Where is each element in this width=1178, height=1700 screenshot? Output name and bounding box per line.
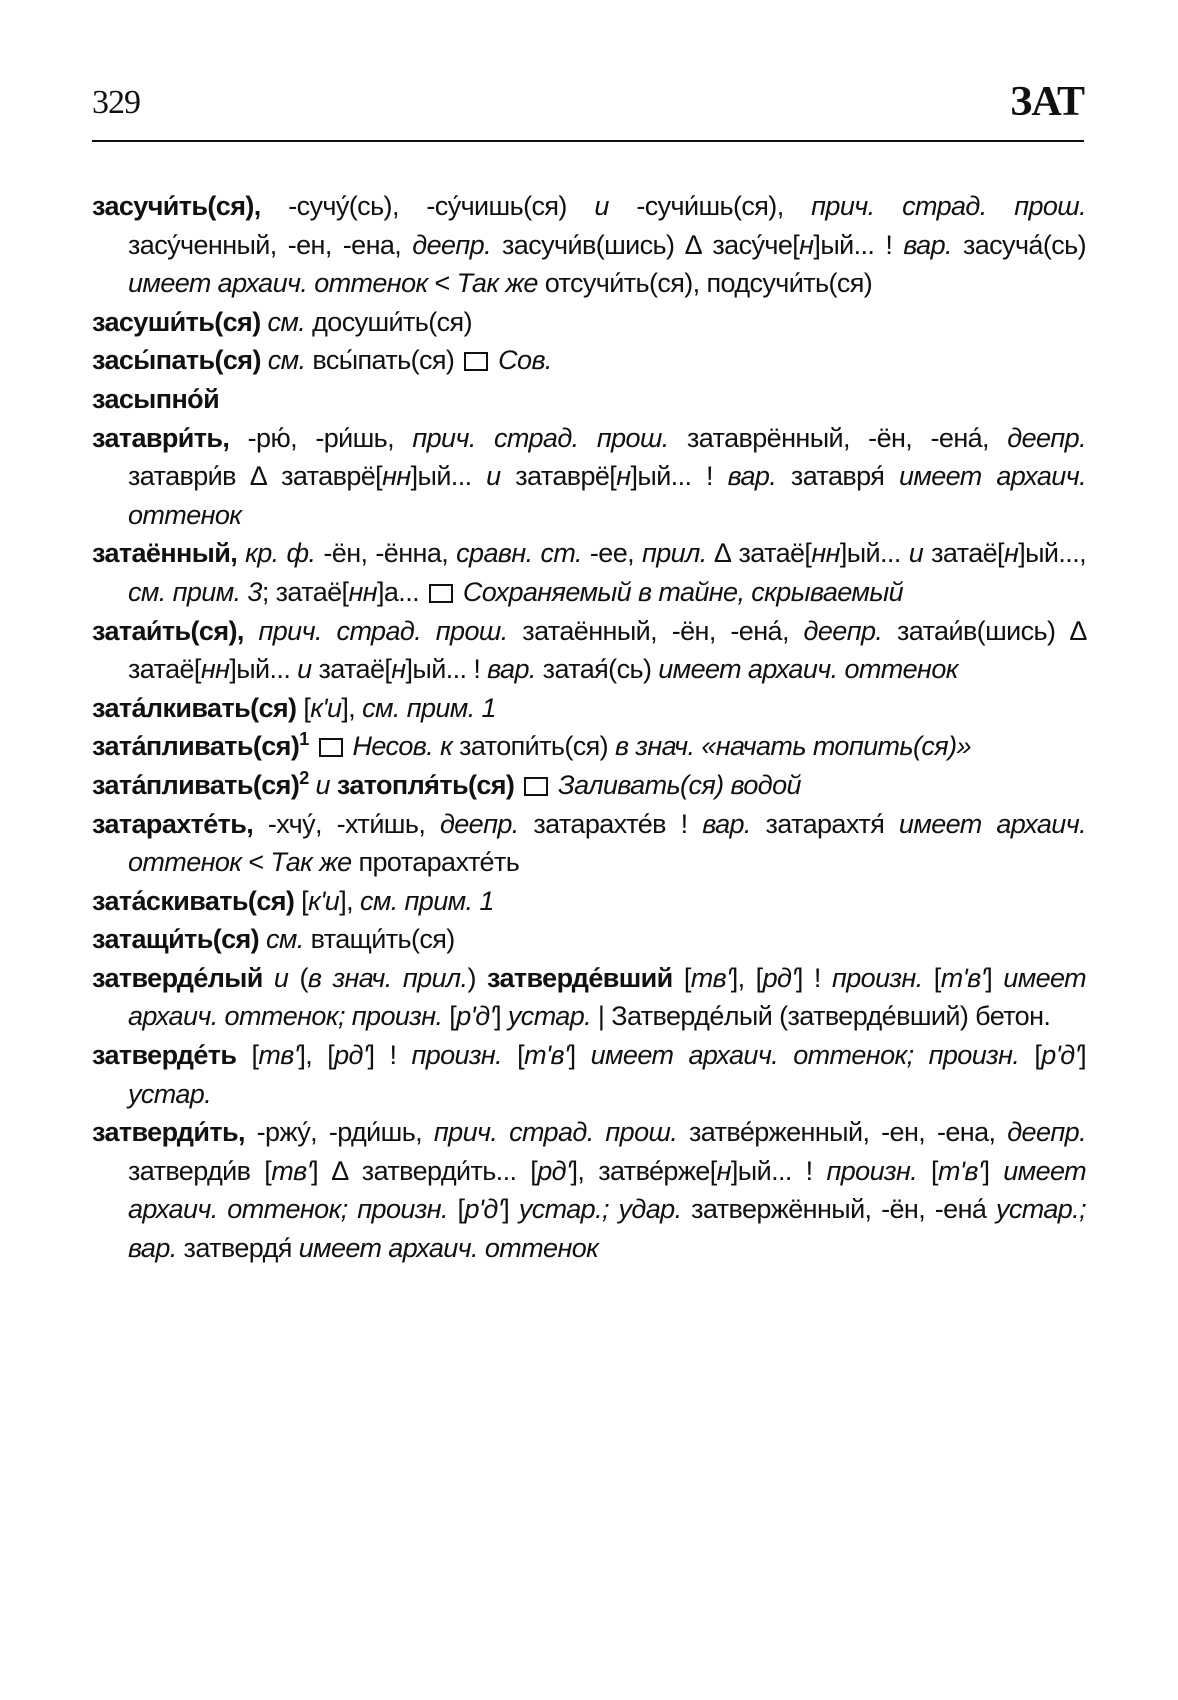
entry-text: -сучу́(сь), -су́чишь(ся)	[260, 191, 595, 221]
entry-text: затавря́	[776, 461, 899, 492]
entry-text: затаврённый, -ён, -ена́,	[668, 422, 1008, 453]
entry-text: ]ый... !	[730, 1155, 827, 1186]
headword: затверде́ть	[92, 1040, 237, 1071]
entry-text: втащи́ть(ся)	[303, 924, 455, 955]
headword: затаённый,	[92, 538, 238, 569]
entry-text: затаврё[	[500, 461, 617, 492]
grammar-label: прил.	[642, 538, 707, 569]
entry-text: ]ый...,	[1018, 538, 1086, 569]
dictionary-entries	[92, 187, 1086, 1268]
entry-text: засуча́(сь)	[951, 229, 1086, 260]
headword: засыпно́й	[92, 383, 220, 414]
grammar-label: деепр.	[439, 808, 519, 839]
grammar-label: прич. страд. прош.	[433, 1117, 678, 1148]
entry-text	[259, 924, 266, 954]
grammar-label: кʹи	[310, 692, 342, 723]
grammar-label: устар.; вар.	[128, 1194, 1086, 1264]
entry-text	[244, 616, 259, 646]
entry-text: <	[241, 847, 271, 878]
page-header	[92, 78, 1084, 138]
grammar-label: твʹ	[258, 1040, 299, 1071]
grammar-label: прич. страд. прош.	[258, 615, 508, 646]
grammar-label: см.	[265, 924, 304, 955]
dictionary-entry	[92, 612, 1086, 689]
grammar-label: н	[616, 461, 631, 492]
page-number: 329	[92, 84, 140, 121]
entry-text: -ён, -ённа,	[315, 538, 457, 569]
headword: затопля́ть(ся)	[336, 769, 515, 800]
entry-text: ]	[568, 1040, 591, 1071]
header-rule	[92, 140, 1084, 142]
entry-text: отсучи́ть(ся), подсучи́ть(ся)	[537, 268, 873, 299]
grammar-label: см. прим. 1	[359, 885, 494, 916]
entry-text: ] ∆ затверди́ть... [	[311, 1155, 538, 1186]
dictionary-entry	[92, 419, 1086, 535]
entry-text: ]ый... !	[405, 654, 488, 685]
grammar-label: рдʹ	[537, 1155, 571, 1186]
dictionary-entry	[92, 380, 1086, 419]
grammar-label: прич. страд. прош.	[811, 191, 1087, 221]
entry-text: ]	[985, 962, 1004, 993]
grammar-label: тʹвʹ	[937, 1155, 983, 1186]
entry-text: ; затаё[	[261, 576, 349, 607]
entry-text: ]ый... !	[813, 229, 904, 260]
grammar-label: тʹвʹ	[940, 962, 986, 993]
grammar-label: вар.	[903, 229, 952, 260]
dictionary-entry	[92, 534, 1086, 611]
grammar-label: произн.	[411, 1040, 503, 1071]
entry-text: затая́(сь)	[535, 654, 659, 685]
grammar-label: вар.	[727, 461, 777, 492]
grammar-label: твʹ	[271, 1155, 312, 1186]
grammar-label: имеет архаич. оттенок	[128, 268, 428, 299]
dictionary-entry	[92, 727, 1086, 766]
entry-text: <	[427, 268, 457, 299]
entry-text: затопи́ть(ся)	[452, 731, 615, 762]
entry-text: ], [	[730, 962, 763, 993]
entry-text: ]а...	[376, 576, 426, 607]
entry-text: [	[296, 692, 311, 723]
entry-text	[456, 577, 463, 607]
grammar-label: н	[391, 654, 406, 685]
entry-text: [	[917, 1155, 938, 1186]
entry-text	[309, 770, 316, 800]
entry-text: -сучи́шь(ся),	[608, 191, 812, 221]
entry-text	[514, 770, 521, 800]
headword: затаври́ть,	[92, 422, 230, 453]
headword: зата́скивать(ся)	[92, 885, 295, 916]
entry-text: ]ый...	[839, 538, 909, 569]
grammar-label: нн	[811, 538, 840, 569]
entry-text: ]	[502, 1194, 519, 1225]
grammar-label: см. прим. 1	[362, 692, 496, 723]
entry-text: ],	[339, 885, 360, 916]
grammar-label: Сов.	[498, 345, 552, 376]
entry-text: [	[294, 885, 309, 916]
entry-text: затаври́в ∆ затаврё[	[128, 461, 383, 492]
grammar-label: Несов. к	[352, 731, 453, 762]
headword: засуши́ть(ся)	[92, 306, 261, 337]
grammar-label: деепр.	[1007, 1117, 1086, 1148]
headword: затверди́ть,	[92, 1117, 245, 1148]
headword: зата́пливать(ся)	[92, 731, 300, 762]
dictionary-entry	[92, 882, 1086, 921]
entry-text: [	[447, 1194, 465, 1225]
grammar-label: и	[594, 191, 609, 221]
entry-text: ]ый...	[410, 461, 487, 492]
grammar-label: вар.	[487, 654, 536, 685]
grammar-label: деепр.	[1007, 422, 1086, 453]
definition-box-icon	[464, 352, 488, 371]
grammar-label: Так же	[270, 847, 352, 878]
grammar-label: устар.	[507, 1001, 592, 1032]
dictionary-entry	[92, 689, 1086, 728]
definition-box-icon	[319, 738, 343, 757]
grammar-label: и	[273, 962, 289, 993]
dictionary-entry	[92, 1036, 1086, 1113]
entry-text: затве́рженный, -ен, -ена,	[677, 1117, 1008, 1148]
entry-text: засу́ченный, -ен, -ена,	[128, 229, 413, 260]
dictionary-entry	[92, 805, 1086, 882]
grammar-label: деепр.	[412, 229, 491, 260]
entry-text: затверди́в [	[128, 1155, 272, 1186]
entry-text: затарахтя́	[750, 808, 899, 839]
entry-text: ]	[982, 1155, 1004, 1186]
entry-text: всы́пать(ся)	[305, 345, 462, 376]
entry-text: ∆ затаё[	[706, 538, 812, 569]
entry-text: [	[672, 962, 691, 993]
entry-text: затвержённый, -ён, -ена́	[681, 1194, 996, 1225]
entry-text: ]ый...	[229, 654, 298, 685]
grammar-label: имеет архаич. оттенок; произн.	[590, 1040, 1020, 1071]
dictionary-entry	[92, 1113, 1086, 1267]
dictionary-entry	[92, 341, 1086, 380]
homonym-index: 2	[299, 767, 309, 788]
headword: засы́пать(ся)	[92, 345, 261, 376]
grammar-label: рдʹ	[334, 1040, 368, 1071]
dictionary-entry	[92, 766, 1086, 805]
entry-text: )	[467, 962, 488, 993]
entry-text: затаённый, -ён, -ена́,	[507, 615, 804, 646]
headword: зата́пливать(ся)	[92, 769, 300, 800]
grammar-label: см. прим. 3	[128, 576, 262, 607]
grammar-label: устар.; удар.	[518, 1194, 682, 1225]
grammar-label: рʹдʹ	[464, 1194, 503, 1225]
entry-text: -рю́, -ри́шь,	[229, 422, 413, 453]
entry-text: ], [	[298, 1040, 335, 1071]
grammar-label: имеет архаич. оттенок	[128, 808, 1087, 878]
entry-text: досуши́ть(ся)	[305, 306, 472, 337]
headword: затаи́ть(ся),	[92, 615, 244, 646]
grammar-label: рʹдʹ	[456, 1001, 495, 1032]
grammar-label: имеет архаич. оттенок; произн.	[128, 1155, 1086, 1225]
dictionary-entry	[92, 920, 1086, 959]
grammar-label: Сохраняемый в тайне, скрываемый	[462, 576, 904, 607]
entry-text	[261, 307, 268, 337]
entry-text: ], затве́рже[	[570, 1155, 717, 1186]
grammar-label: н	[716, 1155, 731, 1186]
entry-text: затарахте́в !	[518, 808, 703, 839]
entry-text: ] !	[795, 962, 832, 993]
entry-text	[261, 345, 268, 375]
grammar-label: и	[297, 654, 312, 685]
grammar-label: нн	[348, 576, 377, 607]
entry-text: затаё[	[311, 654, 392, 685]
entry-text	[263, 963, 274, 993]
grammar-label: и	[486, 461, 501, 492]
grammar-label: тʹвʹ	[524, 1040, 569, 1071]
entry-text: ] !	[367, 1040, 412, 1071]
grammar-label: и	[908, 538, 924, 569]
grammar-label: вар.	[702, 808, 751, 839]
grammar-label: н	[799, 229, 814, 260]
entry-text: -ее,	[581, 538, 642, 569]
dictionary-entry	[92, 187, 1086, 303]
grammar-label: имеет архаич. оттенок	[658, 654, 958, 685]
definition-box-icon	[524, 777, 548, 796]
grammar-label: сравн. ст.	[456, 538, 582, 569]
grammar-label: в знач. «начать топить(ся)»	[614, 731, 971, 762]
grammar-label: и	[315, 769, 330, 800]
entry-text	[309, 731, 316, 761]
grammar-label: произн.	[826, 1155, 918, 1186]
entry-text: ]ый... !	[630, 461, 728, 492]
grammar-label: нн	[382, 461, 411, 492]
grammar-label: деепр.	[803, 615, 883, 646]
entry-text: затаё[	[923, 538, 1004, 569]
grammar-label: произн.	[832, 962, 923, 993]
grammar-label: кʹи	[308, 885, 340, 916]
headword: затверде́вший	[487, 962, 673, 993]
grammar-label: Заливать(ся) водой	[558, 769, 801, 800]
entry-text: -ржу́, -рди́шь,	[244, 1117, 434, 1148]
entry-text: | Затверде́лый (затверде́вший) бетон.	[591, 1001, 1051, 1032]
grammar-label: в знач. прил.	[307, 962, 468, 993]
grammar-label: имеет архаич. оттенок; произн.	[128, 962, 1087, 1032]
grammar-label: рдʹ	[762, 962, 796, 993]
entry-text: [	[502, 1040, 525, 1071]
grammar-label: нн	[200, 654, 230, 685]
grammar-label: рʹдʹ	[1041, 1040, 1080, 1071]
grammar-label: см.	[267, 306, 306, 337]
entry-text: [	[922, 962, 941, 993]
entry-text: (	[288, 962, 308, 993]
entry-text: ]	[494, 1001, 508, 1032]
headword: засучи́ть(ся),	[92, 191, 261, 221]
grammar-label: кр. ф.	[245, 538, 316, 569]
homonym-index: 1	[299, 729, 309, 750]
entry-text	[237, 538, 245, 568]
grammar-label: н	[1003, 538, 1019, 569]
grammar-label: прич. страд. прош.	[412, 422, 669, 453]
grammar-label: имеет архаич. оттенок	[128, 461, 1086, 530]
headword: зата́лкивать(ся)	[92, 692, 297, 723]
grammar-label: имеет архаич. оттенок	[298, 1233, 599, 1264]
entry-text: [	[442, 1001, 457, 1032]
headword: затарахте́ть,	[92, 808, 254, 839]
running-head: ЗАТ	[1010, 79, 1084, 125]
grammar-label: Так же	[456, 268, 538, 299]
entry-text: затвердя́	[176, 1233, 299, 1264]
entry-text	[330, 770, 337, 800]
definition-box-icon	[429, 584, 453, 603]
entry-text: засучи́в(шись) ∆ засу́че[	[490, 229, 800, 260]
entry-text: ],	[341, 692, 363, 723]
entry-text: [	[1019, 1040, 1042, 1071]
dictionary-entry	[92, 303, 1086, 342]
dictionary-entry	[92, 959, 1086, 1036]
entry-text: ]	[1079, 1040, 1087, 1071]
headword: затащи́ть(ся)	[92, 924, 260, 955]
grammar-label: устар.	[128, 1078, 212, 1109]
entry-text: [	[236, 1040, 259, 1071]
grammar-label: см.	[267, 345, 306, 376]
headword: затверде́лый	[92, 962, 263, 993]
entry-text: -хчу́, -хти́шь,	[253, 808, 440, 839]
entry-text: затаи́в(шись) ∆ затаё[	[128, 615, 1086, 685]
grammar-label: твʹ	[690, 962, 731, 993]
entry-text: протарахте́ть	[351, 847, 520, 878]
